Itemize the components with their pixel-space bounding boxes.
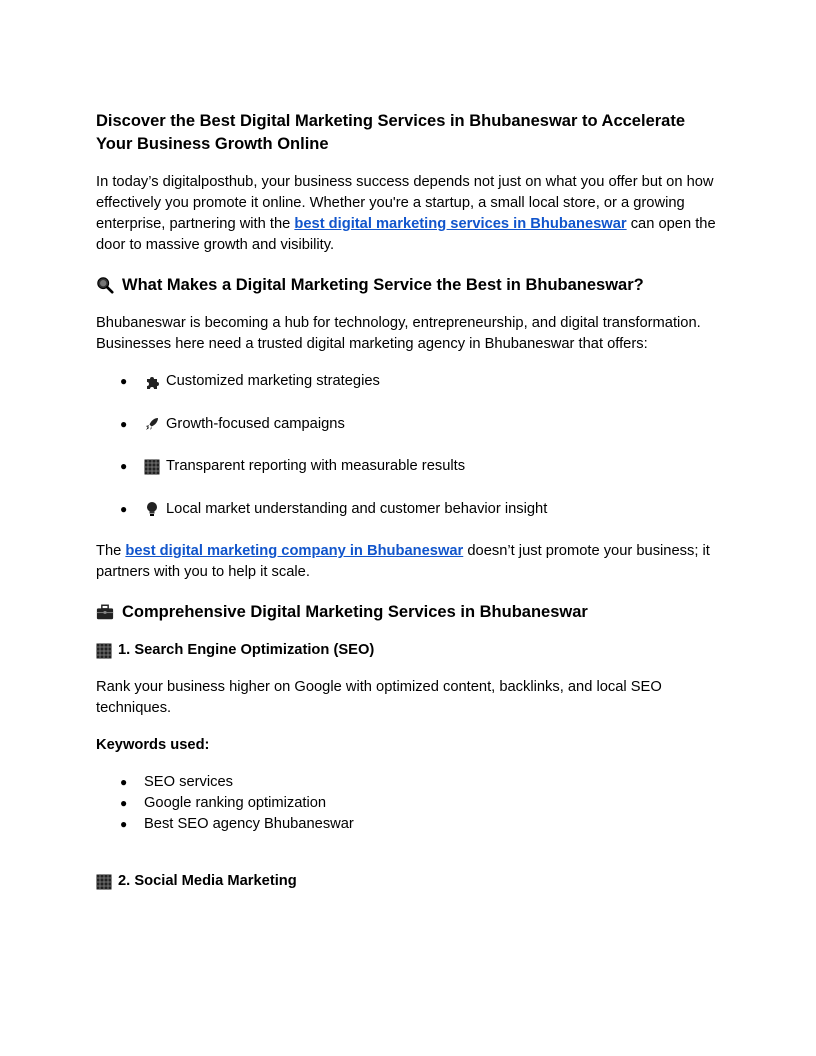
keywords-list xyxy=(96,772,724,835)
document-title: Discover the Best Digital Marketing Services in Bhubaneswar to Accelerate Your Business Growth Online xyxy=(96,112,686,153)
section1-bullet-list xyxy=(96,371,724,520)
list-item: ● Customized marketing strategies xyxy=(96,371,724,392)
bullet-glyph: ● xyxy=(120,775,128,789)
chart-icon xyxy=(144,459,160,475)
list-item: ● Best SEO agency Bhubaneswar xyxy=(96,814,724,835)
list-item: ● SEO services xyxy=(96,772,724,793)
list-item: ● Growth-focused campaigns xyxy=(96,414,724,435)
section1-closing-paragraph: The best digital marketing company in Bhubaneswar doesn’t just promote your business; it partners with you to help it scale. xyxy=(96,543,710,580)
section2-heading: Comprehensive Digital Marketing Services in Bhubaneswar xyxy=(96,600,724,624)
section1-heading: What Makes a Digital Marketing Service the Best in Bhubaneswar? xyxy=(96,273,724,297)
magnifier-icon xyxy=(96,276,114,294)
chart-icon xyxy=(96,874,112,890)
keywords-label: Keywords used: xyxy=(96,737,210,753)
bullet-glyph: ● xyxy=(120,416,128,431)
rocket-icon xyxy=(144,416,160,432)
bullet-glyph: ● xyxy=(120,501,128,516)
list-item: ● Transparent reporting with measurable results xyxy=(96,456,724,477)
puzzle-icon xyxy=(144,374,160,390)
list-item: ● Local market understanding and customer behavior insight xyxy=(96,499,724,520)
intro-paragraph: In today’s digitalposthub, your business success depends not just on what you offer but on how effectively you promote it online. Whether you're a startup, a small local store, or a growing enterprise, partnering with the best digital marketing services in Bhubaneswar can open the door to massive growth and visibility. xyxy=(96,174,716,253)
lightbulb-icon xyxy=(144,501,160,517)
bullet-glyph: ● xyxy=(120,374,128,388)
intro-link[interactable]: best digital marketing services in Bhubaneswar xyxy=(294,216,627,232)
chart-icon xyxy=(96,643,112,659)
list-item: ● Google ranking optimization xyxy=(96,793,724,814)
seo-paragraph: Rank your business higher on Google with optimized content, backlinks, and local SEO techniques. xyxy=(96,679,662,716)
bullet-glyph: ● xyxy=(120,817,128,831)
company-link[interactable]: best digital marketing company in Bhubaneswar xyxy=(125,543,464,559)
subsection-social-heading: 2. Social Media Marketing xyxy=(96,871,724,892)
briefcase-icon xyxy=(96,603,114,621)
subsection-seo-heading: 1. Search Engine Optimization (SEO) xyxy=(96,640,724,661)
bullet-glyph: ● xyxy=(120,796,128,810)
document-body xyxy=(96,110,724,908)
bullet-glyph: ● xyxy=(120,459,128,473)
section1-paragraph: Bhubaneswar is becoming a hub for technology, entrepreneurship, and digital transformation. Businesses here need a trusted digital marketing agency in Bhubaneswar that offers: xyxy=(96,315,701,352)
